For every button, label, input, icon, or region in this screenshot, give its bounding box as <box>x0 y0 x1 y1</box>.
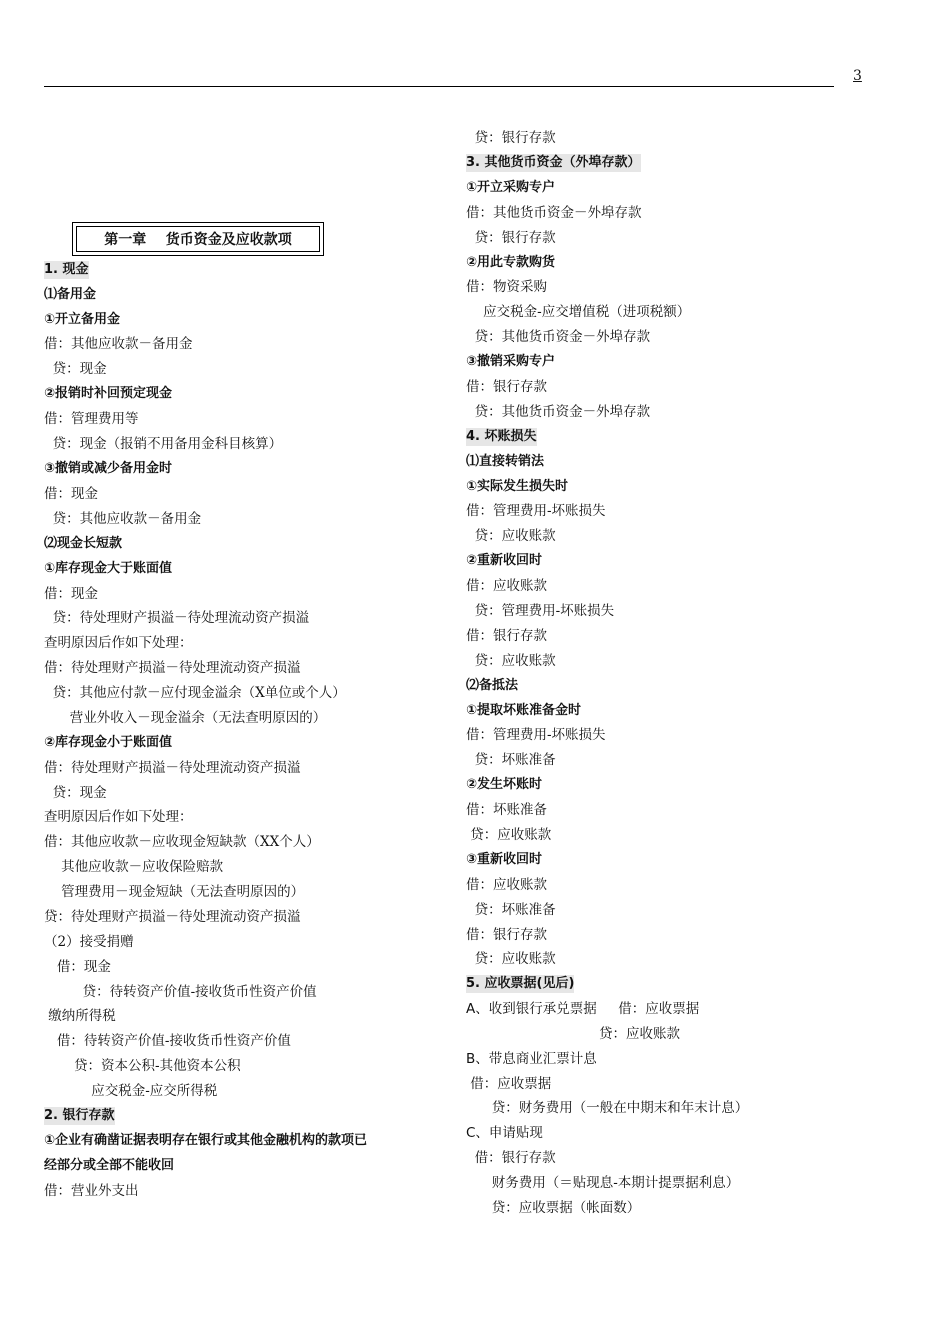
entry-line: B、带息商业汇票计息 <box>466 1051 597 1067</box>
section-heading: ②重新收回时 <box>466 553 543 568</box>
section-heading: ③重新收回时 <box>466 852 543 867</box>
section-heading: ②发生坏账时 <box>466 777 543 792</box>
entry-line: 贷：现金 <box>44 785 107 801</box>
entry-line: 贷：资本公积-其他资本公积 <box>44 1058 241 1074</box>
entry-line: 应交税金-应交所得税 <box>44 1083 218 1099</box>
page-number: 3 <box>853 68 862 84</box>
section-heading: ①提取坏账准备金时 <box>466 703 582 718</box>
entry-line: C、申请贴现 <box>466 1125 543 1141</box>
entry-line: 贷：应收票据（帐面数） <box>466 1200 641 1216</box>
entry-line: 缴纳所得税 <box>44 1008 116 1024</box>
entry-line: 财务费用（＝贴现息-本期计提票据利息） <box>466 1175 740 1191</box>
entry-line: 贷：应收账款 <box>466 528 556 544</box>
entry-line: 贷：其他货币资金－外埠存款 <box>466 329 651 345</box>
chapter-title: 第一章 货币资金及应收款项 <box>76 226 320 252</box>
entry-line: 借：待处理财产损溢－待处理流动资产损溢 <box>44 660 301 676</box>
entry-line: 借：管理费用-坏账损失 <box>466 727 606 743</box>
section-heading: ①库存现金大于账面值 <box>44 561 173 576</box>
entry-line: 借：银行存款 <box>466 379 547 395</box>
section-heading: ③撤销采购专户 <box>466 354 556 369</box>
entry-line: 管理费用－现金短缺（无法查明原因的） <box>44 884 305 900</box>
entry-line: 借：其他应收款－备用金 <box>44 336 193 352</box>
entry-line: 应交税金-应交增值税（进项税额） <box>466 304 691 320</box>
section-heading: ⑵备抵法 <box>466 678 519 693</box>
entry-line: 贷：坏账准备 <box>466 902 556 918</box>
section-heading: ①开立采购专户 <box>466 180 556 195</box>
entry-line: A、收到银行承兑票据 借：应收票据 <box>466 1001 700 1017</box>
entry-line: 贷：待转资产价值-接收货币性资产价值 <box>44 984 317 1000</box>
section-heading: ②库存现金小于账面值 <box>44 735 173 750</box>
entry-line: 借：现金 <box>44 959 111 975</box>
entry-line: 贷：应收账款 <box>466 653 556 669</box>
entry-line: 借：应收账款 <box>466 877 547 893</box>
entry-line: 贷：待处理财产损溢－待处理流动资产损溢 <box>44 909 301 925</box>
entry-line: 借：现金 <box>44 486 98 502</box>
entry-line: 借：物资采购 <box>466 279 547 295</box>
section-heading: 经部分或全部不能收回 <box>44 1158 175 1173</box>
section-heading: ⑵现金长短款 <box>44 536 123 551</box>
entry-line: 借：营业外支出 <box>44 1183 139 1199</box>
entry-line: 贷：管理费用-坏账损失 <box>466 603 615 619</box>
section-heading: 3. 其他货币资金（外埠存款） <box>466 155 641 170</box>
section-heading: ①开立备用金 <box>44 312 121 327</box>
chapter-title-box <box>72 222 324 256</box>
entry-line: （2）接受捐赠 <box>44 934 134 950</box>
entry-line: 营业外收入－现金溢余（无法查明原因的） <box>44 710 327 726</box>
entry-line: 查明原因后作如下处理： <box>44 809 193 825</box>
entry-line: 借：待转资产价值-接收货币性资产价值 <box>44 1033 291 1049</box>
section-heading: ⑴备用金 <box>44 287 97 302</box>
section-heading: ⑴直接转销法 <box>466 454 545 469</box>
entry-line: 贷：现金 <box>44 361 107 377</box>
section-heading: ③撤销或减少备用金时 <box>44 461 173 476</box>
section-heading: ①实际发生损失时 <box>466 479 569 494</box>
entry-line: 借：管理费用-坏账损失 <box>466 503 606 519</box>
entry-line: 贷：待处理财产损溢－待处理流动资产损溢 <box>44 610 310 626</box>
entry-line: 借：其他应收款－应收现金短缺款（XX个人） <box>44 834 320 850</box>
entry-line: 借：应收账款 <box>466 578 547 594</box>
entry-line: 贷：其他应付款－应付现金溢余（X单位或个人） <box>44 685 346 701</box>
entry-line: 其他应收款－应收保险赔款 <box>44 859 224 875</box>
entry-line: 借：银行存款 <box>466 1150 556 1166</box>
entry-line: 贷：财务费用（一般在中期末和年末计息） <box>466 1100 749 1116</box>
entry-line: 贷：应收账款 <box>466 1026 681 1042</box>
entry-line: 贷：银行存款 <box>466 230 556 246</box>
entry-line: 贷：应收账款 <box>466 827 552 843</box>
section-heading: ①企业有确凿证据表明存在银行或其他金融机构的款项已 <box>44 1133 368 1148</box>
entry-line: 贷：坏账准备 <box>466 752 556 768</box>
entry-line: 借：坏账准备 <box>466 802 547 818</box>
entry-line: 查明原因后作如下处理： <box>44 635 193 651</box>
section-heading: 5. 应收票据(见后) <box>466 976 575 991</box>
section-heading: ②报销时补回预定现金 <box>44 386 173 401</box>
entry-line: 借：现金 <box>44 586 98 602</box>
section-heading: 1. 现金 <box>44 262 89 277</box>
header-rule <box>44 86 834 87</box>
entry-line: 借：管理费用等 <box>44 411 139 427</box>
entry-line: 贷：银行存款 <box>466 130 556 146</box>
entry-line: 贷：其他应收款－备用金 <box>44 511 202 527</box>
section-heading: 2. 银行存款 <box>44 1108 115 1123</box>
entry-line: 借：应收票据 <box>466 1076 552 1092</box>
entry-line: 贷：现金（报销不用备用金科目核算） <box>44 436 283 452</box>
section-heading: ②用此专款购货 <box>466 255 556 270</box>
entry-line: 借：银行存款 <box>466 628 547 644</box>
entry-line: 借：银行存款 <box>466 927 547 943</box>
section-heading: 4. 坏账损失 <box>466 429 537 444</box>
entry-line: 贷：应收账款 <box>466 951 556 967</box>
entry-line: 借：待处理财产损溢－待处理流动资产损溢 <box>44 760 301 776</box>
entry-line: 借：其他货币资金－外埠存款 <box>466 205 642 221</box>
entry-line: 贷：其他货币资金－外埠存款 <box>466 404 651 420</box>
